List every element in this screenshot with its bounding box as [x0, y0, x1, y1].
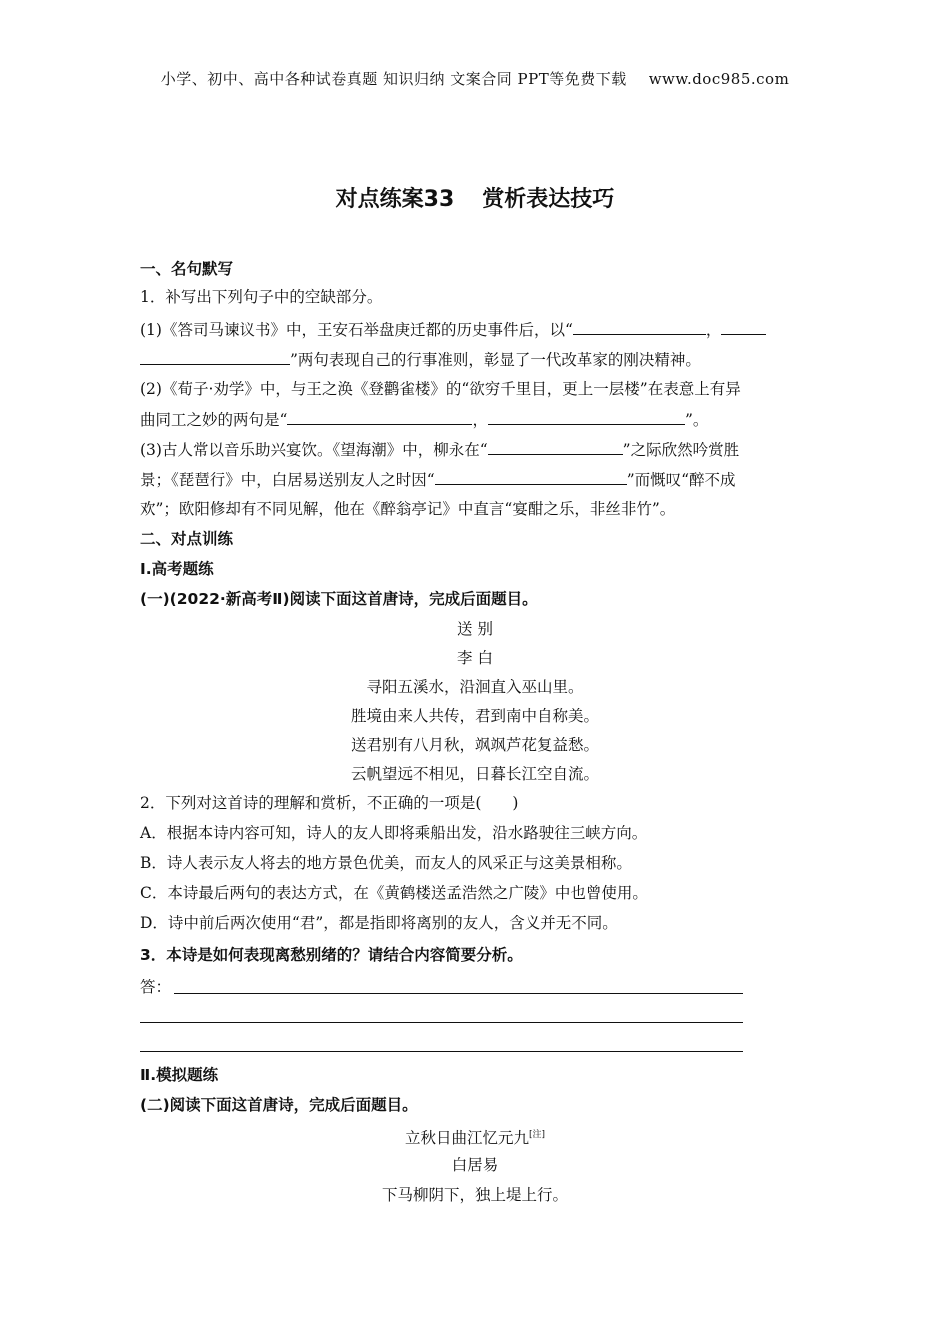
q2-option-a[interactable]: A．根据本诗内容可知，诗人的友人即将乘船出发，沿水路驶往三峡方向。: [140, 824, 648, 842]
poem2-note-marker[interactable]: [注]: [528, 1130, 546, 1140]
blank-1b-end[interactable]: [140, 349, 290, 365]
page-title: [0, 182, 950, 213]
q1-p3-line2: 景；《琵琶行》中，白居易送别友人之时因“ ”而慨叹“醉不成: [140, 471, 736, 489]
title-right: 赏析表达技巧: [482, 187, 615, 212]
poem1-line: 胜境由来人共传，君到南中自称美。: [350, 707, 599, 725]
blank-3a[interactable]: [488, 439, 623, 455]
subsection-gaokao: Ⅰ.高考题练: [140, 560, 214, 578]
answer-label: 答：: [140, 978, 172, 996]
poem2-line: 下马柳阴下，独上堤上行。: [381, 1186, 568, 1204]
blank-1b-start[interactable]: [721, 319, 766, 335]
q2-option-c[interactable]: C．本诗最后两句的表达方式，在《黄鹤楼送孟浩然之广陵》中也曾使用。: [140, 884, 648, 902]
q2-option-b[interactable]: B．诗人表示友人将去的地方景色优美，而友人的风采正与这美景相称。: [140, 854, 632, 872]
answer-line[interactable]: [140, 1022, 743, 1023]
blank-3b[interactable]: [435, 469, 627, 485]
q1-p3-line1: (3)古人常以音乐助兴宴饮。《望海潮》中，柳永在“ ”之际欣然吟赏胜: [140, 441, 740, 459]
answer-line[interactable]: [140, 1051, 743, 1052]
blank-2b[interactable]: [488, 409, 685, 425]
header-url[interactable]: www.doc985.com: [648, 70, 790, 88]
passage2-intro: (二)阅读下面这首唐诗，完成后面题目。: [140, 1096, 418, 1114]
header-text: 小学、初中、高中各种试卷真题 知识归纳 文案合同 PPT等免费下载: [160, 70, 627, 88]
q1-p2-line1: (2)《荀子·劝学》中，与王之涣《登鹳雀楼》的“欲穷千里目，更上一层楼”在表意上有异: [140, 380, 741, 398]
q1-p1-line1: (1)《答司马谏议书》中，王安石举盘庚迁都的历史事件后，以“ ，: [140, 319, 810, 340]
poem2-author: 白居易: [451, 1156, 499, 1174]
blank-1a[interactable]: [573, 319, 706, 335]
q1-p2-line2: 曲同工之妙的两句是“ ， ”。: [140, 411, 709, 429]
passage1-intro: (一)(2022·新高考Ⅱ)阅读下面这首唐诗，完成后面题目。: [140, 590, 538, 608]
q1-p1-line2: ”两句表现自己的行事准则，彰显了一代改革家的刚决精神。: [140, 349, 810, 370]
page-header: [0, 68, 950, 89]
poem1-line: 寻阳五溪水，沿洄直入巫山里。: [366, 678, 584, 696]
subsection-moni: Ⅱ.模拟题练: [140, 1066, 219, 1084]
poem1-title: 送 别: [457, 620, 493, 638]
q1-p3-line3: 欢”；欧阳修却有不同见解，他在《醉翁亭记》中直言“宴酣之乐，非丝非竹”。: [140, 500, 676, 518]
title-left: 对点练案33: [335, 187, 455, 212]
q1-text: 1．补写出下列句子中的空缺部分。: [140, 288, 383, 306]
poem1-line: 送君别有八月秋，飒飒芦花复益愁。: [350, 736, 599, 754]
q2-option-d[interactable]: D．诗中前后两次使用“君”，都是指即将离别的友人，含义并无不同。: [140, 914, 618, 932]
poem2-title: 立秋日曲江忆元九[注]: [404, 1129, 546, 1148]
q2-text: 2．下列对这首诗的理解和赏析，不正确的一项是( ): [140, 794, 519, 812]
section2-heading: 二、对点训练: [140, 530, 234, 548]
q3-text: 3．本诗是如何表现离愁别绪的？请结合内容简要分析。: [140, 946, 523, 964]
poem1-line: 云帆望远不相见，日暮长江空自流。: [350, 765, 599, 783]
section1-heading: 一、名句默写: [140, 260, 234, 278]
answer-line[interactable]: [174, 993, 743, 994]
poem1-author: 李 白: [457, 649, 493, 667]
blank-2a[interactable]: [287, 409, 472, 425]
